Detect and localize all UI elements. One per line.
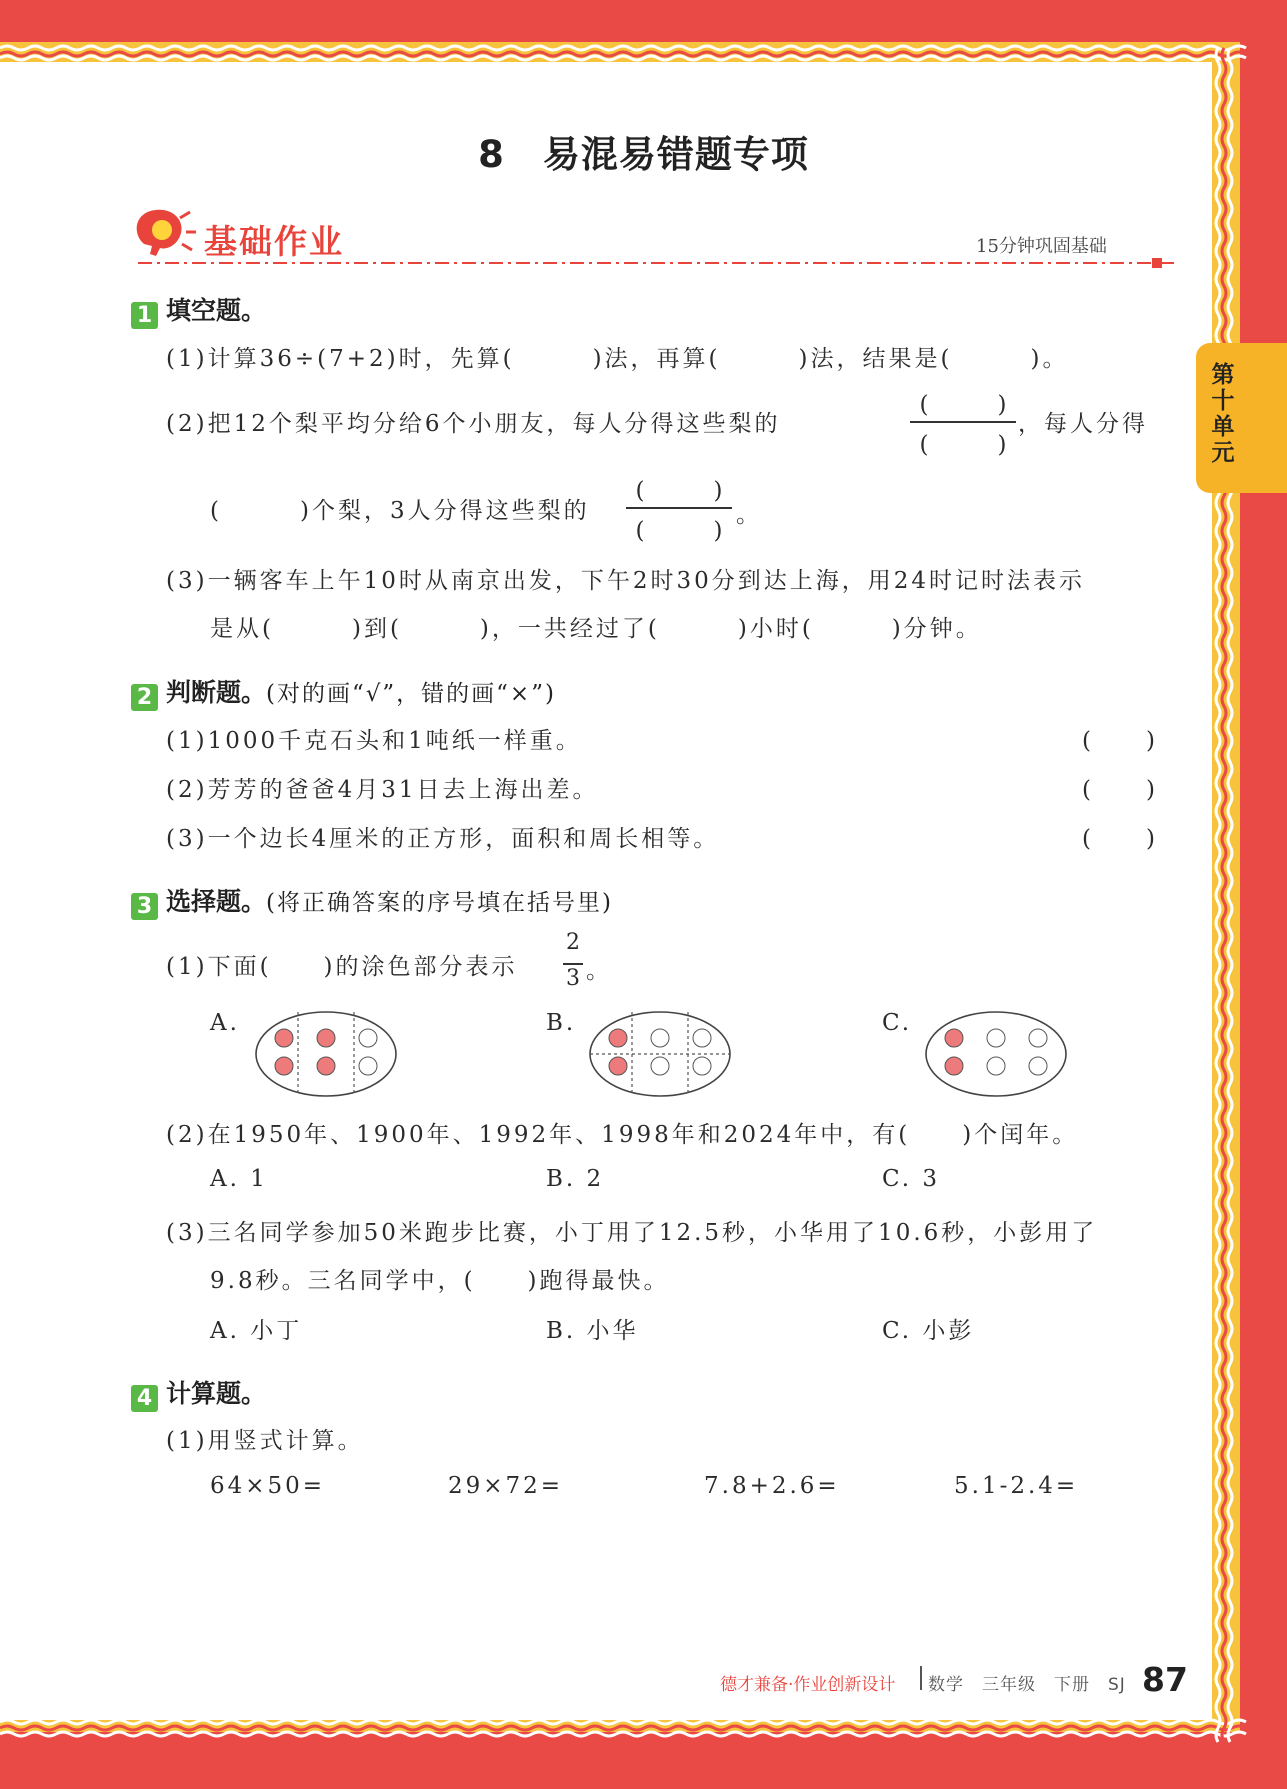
question-title: 计算题。 [166, 1379, 267, 1408]
question-4-heading [131, 1374, 266, 1412]
q3-part-1: (1)下面( )的涂色部分表示 [166, 954, 518, 980]
q2-item-2: (2)芳芳的爸爸4月31日去上海出差。 [166, 777, 599, 803]
question-number: 2 [131, 684, 158, 711]
q1-line-3a: ( )个梨，3人分得这些梨的 [210, 498, 590, 524]
q3-part-3-option-b: B. 小华 [546, 1318, 639, 1344]
fraction-denominator: ( ) [635, 518, 723, 544]
question-number: 4 [131, 1385, 158, 1412]
q1-line-2a: (2)把12个梨平均分给6个小朋友，每人分得这些梨的 [166, 411, 781, 437]
q3-part-2-option-a: A. 1 [210, 1166, 268, 1192]
q3-part-1-end: 。 [586, 958, 612, 984]
q3-option-b-label: B. [546, 1010, 577, 1036]
q1-line-3b: 。 [736, 502, 762, 528]
page-number: 87 [1142, 1660, 1188, 1699]
q4-expression-1: 64×50= [210, 1473, 326, 1499]
q3-option-a-label: A. [210, 1010, 240, 1036]
fraction-numerator: ( ) [919, 392, 1007, 418]
fraction-denominator: 3 [566, 966, 580, 991]
section-divider [138, 256, 1174, 270]
q3-part-2: (2)在1950年、1900年、1992年、1998年和2024年中，有( )个闰年。 [166, 1122, 1079, 1148]
q2-answer-bracket-1: ( ) [1082, 728, 1158, 754]
q3-part-2-option-c: C. 3 [882, 1166, 941, 1192]
question-1-heading [131, 291, 266, 329]
lightbulb-icon [130, 204, 198, 260]
fraction-denominator: ( ) [919, 432, 1007, 458]
q4-expression-4: 5.1-2.4= [954, 1473, 1079, 1499]
q3-part-3-option-a: A. 小丁 [210, 1318, 303, 1344]
q2-item-1: (1)1000千克石头和1吨纸一样重。 [166, 728, 582, 754]
question-title: 选择题。 [166, 887, 267, 916]
fraction-numerator: 2 [566, 930, 580, 955]
fraction-bar [910, 421, 1016, 423]
q3-part-3-line-1: (3)三名同学参加50米跑步比赛，小丁用了12.5秒，小华用了10.6秒，小彭用了 [166, 1220, 1098, 1246]
q2-answer-bracket-3: ( ) [1082, 826, 1158, 852]
footer-separator [920, 1666, 922, 1690]
fraction-bar [626, 507, 732, 509]
q1-line-5: 是从( )到( )，一共经过了( )小时( )分钟。 [210, 616, 982, 642]
q4-expression-2: 29×72= [448, 1473, 564, 1499]
q3-option-c-label: C. [882, 1010, 913, 1036]
q2-item-3: (3)一个边长4厘米的正方形，面积和周长相等。 [166, 826, 720, 852]
q3-part-2-option-b: B. 2 [546, 1166, 605, 1192]
q3-part-3-option-c: C. 小彭 [882, 1318, 975, 1344]
question-title: 填空题。 [166, 296, 267, 325]
q2-answer-bracket-2: ( ) [1082, 777, 1158, 803]
question-title: 判断题。 [166, 678, 267, 707]
question-3-heading [131, 882, 613, 920]
question-note: (将正确答案的序号填在括号里) [266, 890, 613, 916]
q1-line-1: (1)计算36÷(7+2)时，先算( )法，再算( )法，结果是( )。 [166, 346, 1069, 372]
page-title: 8 易混易错题专项 [478, 133, 809, 176]
q4-part-1: (1)用竖式计算。 [166, 1428, 364, 1454]
q3-part-3-line-2: 9.8秒。三名同学中，( )跑得最快。 [210, 1268, 670, 1294]
question-number: 3 [131, 893, 158, 920]
question-2-heading [131, 673, 556, 711]
question-number: 1 [131, 302, 158, 329]
footer-info: 数学 三年级 下册 SJ [928, 1675, 1126, 1695]
q1-line-4: (3)一辆客车上午10时从南京出发，下午2时30分到达上海，用24时记时法表示 [166, 568, 1086, 594]
option-b-oval-figure [586, 1008, 734, 1100]
side-tab-label: 第十单元 [1211, 362, 1235, 466]
question-note: (对的画“√”，错的画“×”) [266, 681, 556, 707]
footer-brand: 德才兼备·作业创新设计 [720, 1675, 896, 1695]
option-a-oval-figure [252, 1008, 400, 1100]
section-title: 基础作业 [204, 222, 344, 261]
fraction-numerator: ( ) [635, 478, 723, 504]
q1-line-2b: ，每人分得 [1018, 411, 1148, 437]
q4-expression-3: 7.8+2.6= [704, 1473, 840, 1499]
fraction-bar [563, 963, 583, 965]
option-c-oval-figure [922, 1008, 1070, 1100]
section-subtitle: 15分钟巩固基础 [976, 236, 1107, 257]
